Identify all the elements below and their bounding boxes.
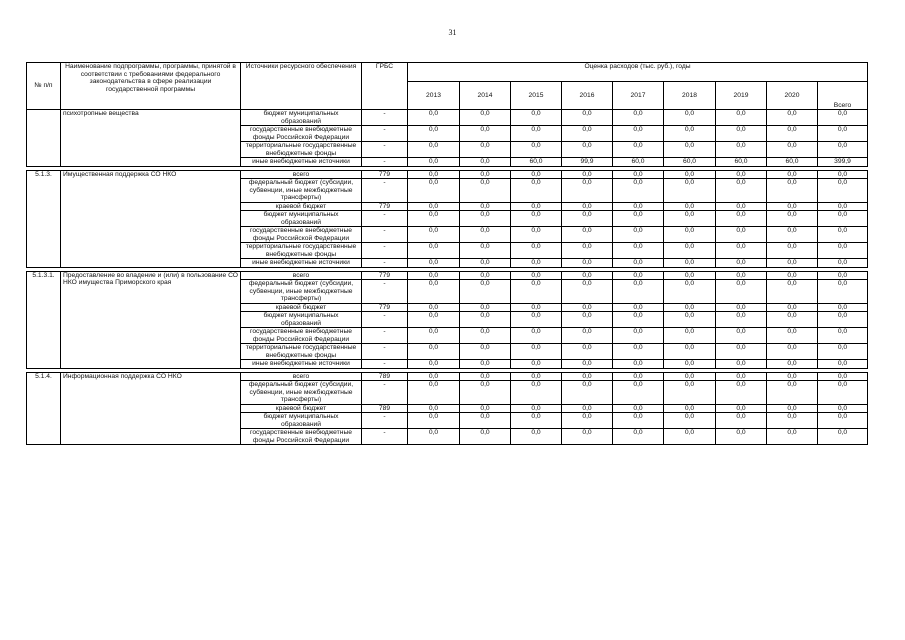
year-value: 0,0 (716, 179, 767, 203)
year-value: 0,0 (664, 142, 716, 158)
year-value: 0,0 (767, 303, 818, 312)
header-year-2018: 2018 (664, 82, 716, 110)
year-value: 0,0 (460, 179, 511, 203)
year-value: 0,0 (767, 227, 818, 243)
grbs-code: - (362, 179, 408, 203)
year-value: 0,0 (716, 381, 767, 405)
year-value: 0,0 (613, 243, 664, 259)
total-value: 399,9 (818, 158, 868, 167)
year-value: 0,0 (460, 227, 511, 243)
section-number: 5.1.3. (27, 170, 61, 267)
year-value: 0,0 (716, 303, 767, 312)
year-value: 0,0 (460, 381, 511, 405)
year-value: 0,0 (511, 211, 562, 227)
year-value: 0,0 (716, 328, 767, 344)
funding-source: краевой бюджет (241, 303, 362, 312)
year-value: 0,0 (511, 328, 562, 344)
year-value: 0,0 (408, 170, 460, 179)
year-value: 0,0 (613, 404, 664, 413)
year-value: 0,0 (613, 303, 664, 312)
year-value: 0,0 (767, 344, 818, 360)
year-value: 0,0 (767, 404, 818, 413)
funding-source: краевой бюджет (241, 202, 362, 211)
year-value: 0,0 (511, 179, 562, 203)
total-value: 0,0 (818, 126, 868, 142)
total-value: 0,0 (818, 179, 868, 203)
year-value: 0,0 (716, 170, 767, 179)
funding-source: государственные внебюджетные фонды Российской Федерации (241, 126, 362, 142)
table-row (27, 170, 868, 179)
year-value: 99,9 (562, 158, 613, 167)
year-value: 0,0 (460, 360, 511, 369)
year-value: 0,0 (460, 211, 511, 227)
header-year-2015: 2015 (511, 82, 562, 110)
year-value: 0,0 (664, 372, 716, 381)
year-value: 0,0 (562, 312, 613, 328)
section-number: 5.1.3.1. (27, 271, 61, 368)
year-value: 0,0 (562, 328, 613, 344)
year-value: 0,0 (716, 344, 767, 360)
funding-source: территориальные государственные внебюджетные фонды (241, 344, 362, 360)
grbs-code: 779 (362, 170, 408, 179)
year-value: 0,0 (716, 243, 767, 259)
year-value: 0,0 (613, 344, 664, 360)
page-number: 31 (448, 28, 457, 37)
year-value: 0,0 (562, 280, 613, 304)
year-value: 0,0 (613, 271, 664, 280)
total-value: 0,0 (818, 328, 868, 344)
year-value: 0,0 (562, 344, 613, 360)
year-value: 0,0 (664, 328, 716, 344)
year-value: 0,0 (613, 202, 664, 211)
total-value: 0,0 (818, 404, 868, 413)
grbs-code: - (362, 280, 408, 304)
year-value: 0,0 (664, 271, 716, 280)
year-value: 0,0 (408, 259, 460, 268)
header-total: Всего (818, 82, 868, 110)
year-value: 0,0 (767, 211, 818, 227)
year-value: 0,0 (511, 126, 562, 142)
year-value: 0,0 (767, 259, 818, 268)
year-value: 0,0 (767, 429, 818, 445)
year-value: 0,0 (613, 372, 664, 381)
funding-source: государственные внебюджетные фонды Российской Федерации (241, 227, 362, 243)
year-value: 0,0 (511, 227, 562, 243)
funding-source: иные внебюджетные источники (241, 259, 362, 268)
section-name: Имущественная поддержка СО НКО (61, 170, 241, 267)
year-value: 0,0 (613, 312, 664, 328)
year-value: 60,0 (716, 158, 767, 167)
funding-source: краевой бюджет (241, 404, 362, 413)
total-value: 0,0 (818, 202, 868, 211)
funding-source: территориальные государственные внебюджетные фонды (241, 142, 362, 158)
year-value: 0,0 (562, 202, 613, 211)
year-value: 0,0 (613, 227, 664, 243)
table-row (27, 271, 868, 280)
year-value: 0,0 (511, 413, 562, 429)
year-value: 0,0 (562, 179, 613, 203)
year-value: 0,0 (511, 429, 562, 445)
year-value: 0,0 (511, 344, 562, 360)
year-value: 0,0 (767, 360, 818, 369)
section-number (27, 110, 61, 167)
total-value: 0,0 (818, 360, 868, 369)
year-value: 0,0 (511, 170, 562, 179)
year-value: 0,0 (408, 381, 460, 405)
year-value: 0,0 (664, 126, 716, 142)
year-value: 0,0 (562, 227, 613, 243)
year-value: 0,0 (664, 170, 716, 179)
grbs-code: 789 (362, 372, 408, 381)
year-value: 0,0 (408, 271, 460, 280)
year-value: 0,0 (460, 372, 511, 381)
total-value: 0,0 (818, 243, 868, 259)
year-value: 0,0 (562, 110, 613, 126)
year-value: 0,0 (408, 372, 460, 381)
year-value: 0,0 (767, 381, 818, 405)
budget-table (26, 62, 868, 445)
funding-source: государственные внебюджетные фонды Российской Федерации (241, 429, 362, 445)
year-value: 0,0 (716, 372, 767, 381)
grbs-code: - (362, 328, 408, 344)
year-value: 0,0 (767, 170, 818, 179)
year-value: 0,0 (562, 170, 613, 179)
year-value: 0,0 (511, 110, 562, 126)
year-value: 0,0 (562, 303, 613, 312)
year-value: 0,0 (408, 312, 460, 328)
year-value: 0,0 (664, 303, 716, 312)
year-value: 0,0 (716, 312, 767, 328)
grbs-code: 779 (362, 303, 408, 312)
year-value: 0,0 (562, 243, 613, 259)
grbs-code: - (362, 429, 408, 445)
year-value: 0,0 (613, 259, 664, 268)
funding-source: федеральный бюджет (субсидии, субвенции, иные межбюджетные трансферты) (241, 381, 362, 405)
year-value: 60,0 (664, 158, 716, 167)
year-value: 0,0 (408, 360, 460, 369)
grbs-code: - (362, 110, 408, 126)
year-value: 0,0 (613, 211, 664, 227)
header-year-2017: 2017 (613, 82, 664, 110)
year-value: 0,0 (716, 404, 767, 413)
year-value: 0,0 (664, 227, 716, 243)
section-name: Информационная поддержка СО НКО (61, 372, 241, 445)
total-value: 0,0 (818, 303, 868, 312)
year-value: 0,0 (511, 243, 562, 259)
total-value: 0,0 (818, 227, 868, 243)
year-value: 0,0 (613, 429, 664, 445)
year-value: 0,0 (664, 259, 716, 268)
year-value: 0,0 (664, 404, 716, 413)
year-value: 0,0 (511, 303, 562, 312)
year-value: 60,0 (511, 158, 562, 167)
total-value: 0,0 (818, 372, 868, 381)
year-value: 0,0 (613, 280, 664, 304)
grbs-code: - (362, 126, 408, 142)
year-value: 0,0 (408, 158, 460, 167)
total-value: 0,0 (818, 110, 868, 126)
grbs-code: - (362, 312, 408, 328)
year-value: 0,0 (460, 243, 511, 259)
year-value: 0,0 (460, 259, 511, 268)
year-value: 0,0 (716, 227, 767, 243)
year-value: 0,0 (716, 202, 767, 211)
year-value: 0,0 (511, 280, 562, 304)
funding-source: всего (241, 271, 362, 280)
year-value: 0,0 (562, 259, 613, 268)
year-value: 0,0 (460, 303, 511, 312)
year-value: 0,0 (613, 179, 664, 203)
year-value: 0,0 (716, 271, 767, 280)
funding-source: бюджет муниципальных образований (241, 211, 362, 227)
grbs-code: - (362, 211, 408, 227)
year-value: 0,0 (562, 413, 613, 429)
grbs-code: - (362, 158, 408, 167)
grbs-code: - (362, 227, 408, 243)
year-value: 0,0 (562, 271, 613, 280)
year-value: 0,0 (511, 312, 562, 328)
year-value: 0,0 (562, 142, 613, 158)
year-value: 0,0 (613, 126, 664, 142)
year-value: 0,0 (460, 404, 511, 413)
funding-source: бюджет муниципальных образований (241, 110, 362, 126)
year-value: 0,0 (408, 202, 460, 211)
year-value: 0,0 (562, 404, 613, 413)
year-value: 0,0 (613, 328, 664, 344)
total-value: 0,0 (818, 312, 868, 328)
header-year-2016: 2016 (562, 82, 613, 110)
funding-source: бюджет муниципальных образований (241, 413, 362, 429)
year-value: 0,0 (767, 142, 818, 158)
year-value: 0,0 (562, 211, 613, 227)
year-value: 0,0 (716, 211, 767, 227)
funding-source: территориальные государственные внебюджетные фонды (241, 243, 362, 259)
year-value: 0,0 (767, 271, 818, 280)
table-body (27, 110, 868, 445)
year-value: 0,0 (767, 280, 818, 304)
year-value: 0,0 (460, 142, 511, 158)
year-value: 0,0 (408, 303, 460, 312)
total-value: 0,0 (818, 170, 868, 179)
year-value: 0,0 (408, 404, 460, 413)
year-value: 0,0 (408, 413, 460, 429)
year-value: 0,0 (767, 312, 818, 328)
year-value: 0,0 (460, 158, 511, 167)
grbs-code: 779 (362, 271, 408, 280)
year-value: 0,0 (408, 429, 460, 445)
year-value: 0,0 (460, 328, 511, 344)
header-year-2019: 2019 (716, 82, 767, 110)
year-value: 0,0 (767, 202, 818, 211)
funding-source: государственные внебюджетные фонды Российской Федерации (241, 328, 362, 344)
year-value: 0,0 (408, 328, 460, 344)
year-value: 0,0 (460, 429, 511, 445)
grbs-code: - (362, 381, 408, 405)
year-value: 0,0 (664, 243, 716, 259)
year-value: 0,0 (716, 429, 767, 445)
year-value: 0,0 (511, 372, 562, 381)
year-value: 0,0 (511, 381, 562, 405)
total-value: 0,0 (818, 271, 868, 280)
funding-source: бюджет муниципальных образований (241, 312, 362, 328)
year-value: 0,0 (767, 372, 818, 381)
year-value: 0,0 (408, 243, 460, 259)
year-value: 0,0 (562, 126, 613, 142)
year-value: 0,0 (562, 360, 613, 369)
year-value: 0,0 (716, 259, 767, 268)
year-value: 0,0 (562, 429, 613, 445)
header-grbs: ГРБС (362, 63, 408, 110)
total-value: 0,0 (818, 413, 868, 429)
year-value: 0,0 (408, 344, 460, 360)
section-name: Предоставление во владение и (или) в пользование СО НКО имущества Приморского края (61, 271, 241, 368)
header-year-2013: 2013 (408, 82, 460, 110)
year-value: 0,0 (767, 126, 818, 142)
year-value: 0,0 (716, 142, 767, 158)
year-value: 0,0 (408, 211, 460, 227)
funding-source: иные внебюджетные источники (241, 360, 362, 369)
year-value: 0,0 (767, 243, 818, 259)
grbs-code: - (362, 142, 408, 158)
grbs-code: 779 (362, 202, 408, 211)
table-row (27, 110, 868, 126)
year-value: 0,0 (511, 259, 562, 268)
grbs-code: 789 (362, 404, 408, 413)
year-value: 0,0 (460, 170, 511, 179)
year-value: 0,0 (408, 142, 460, 158)
year-value: 0,0 (613, 413, 664, 429)
grbs-code: - (362, 259, 408, 268)
year-value: 0,0 (664, 280, 716, 304)
year-value: 0,0 (664, 110, 716, 126)
year-value: 0,0 (460, 280, 511, 304)
header-estimate: Оценка расходов (тыс. руб.), годы (408, 63, 868, 82)
total-value: 0,0 (818, 142, 868, 158)
year-value: 0,0 (408, 179, 460, 203)
year-value: 0,0 (767, 179, 818, 203)
funding-source: всего (241, 372, 362, 381)
year-value: 0,0 (511, 142, 562, 158)
funding-source: иные внебюджетные источники (241, 158, 362, 167)
year-value: 0,0 (613, 360, 664, 369)
year-value: 0,0 (408, 126, 460, 142)
header-name: Наименование подпрограммы, программы, принятой в соответствии с требованиями федерального законодательства в сфере реализации государственной программы (61, 63, 241, 110)
year-value: 0,0 (664, 344, 716, 360)
year-value: 0,0 (664, 202, 716, 211)
year-value: 0,0 (716, 126, 767, 142)
year-value: 0,0 (767, 110, 818, 126)
total-value: 0,0 (818, 344, 868, 360)
year-value: 0,0 (460, 271, 511, 280)
year-value: 0,0 (716, 110, 767, 126)
year-value: 0,0 (511, 404, 562, 413)
year-value: 0,0 (613, 110, 664, 126)
grbs-code: - (362, 243, 408, 259)
header-year-2014: 2014 (460, 82, 511, 110)
year-value: 0,0 (613, 381, 664, 405)
year-value: 0,0 (460, 202, 511, 211)
year-value: 0,0 (664, 211, 716, 227)
total-value: 0,0 (818, 381, 868, 405)
year-value: 0,0 (511, 271, 562, 280)
total-value: 0,0 (818, 259, 868, 268)
year-value: 0,0 (562, 381, 613, 405)
year-value: 0,0 (716, 360, 767, 369)
year-value: 0,0 (664, 179, 716, 203)
year-value: 0,0 (613, 170, 664, 179)
year-value: 0,0 (664, 312, 716, 328)
total-value: 0,0 (818, 429, 868, 445)
year-value: 0,0 (460, 312, 511, 328)
total-value: 0,0 (818, 280, 868, 304)
year-value: 0,0 (767, 413, 818, 429)
year-value: 0,0 (664, 429, 716, 445)
year-value: 0,0 (511, 360, 562, 369)
year-value: 0,0 (408, 280, 460, 304)
funding-source: федеральный бюджет (субсидии, субвенции, иные межбюджетные трансферты) (241, 179, 362, 203)
year-value: 0,0 (664, 381, 716, 405)
header-year-2020: 2020 (767, 82, 818, 110)
grbs-code: - (362, 360, 408, 369)
section-number: 5.1.4. (27, 372, 61, 445)
grbs-code: - (362, 413, 408, 429)
year-value: 0,0 (460, 413, 511, 429)
year-value: 0,0 (511, 202, 562, 211)
header-source: Источники ресурсного обеспечения (241, 63, 362, 110)
year-value: 0,0 (664, 360, 716, 369)
year-value: 0,0 (562, 372, 613, 381)
year-value: 0,0 (767, 328, 818, 344)
year-value: 60,0 (767, 158, 818, 167)
year-value: 0,0 (408, 110, 460, 126)
funding-source: федеральный бюджет (субсидии, субвенции, иные межбюджетные трансферты) (241, 280, 362, 304)
table-header (27, 63, 868, 110)
year-value: 0,0 (664, 413, 716, 429)
section-name: психотропные вещества (61, 110, 241, 167)
grbs-code: - (362, 344, 408, 360)
year-value: 0,0 (613, 142, 664, 158)
year-value: 0,0 (716, 413, 767, 429)
year-value: 60,0 (613, 158, 664, 167)
year-value: 0,0 (408, 227, 460, 243)
header-num: № п/п (27, 63, 61, 110)
table-row (27, 372, 868, 381)
year-value: 0,0 (460, 110, 511, 126)
year-value: 0,0 (460, 344, 511, 360)
funding-source: всего (241, 170, 362, 179)
year-value: 0,0 (716, 280, 767, 304)
total-value: 0,0 (818, 211, 868, 227)
year-value: 0,0 (460, 126, 511, 142)
